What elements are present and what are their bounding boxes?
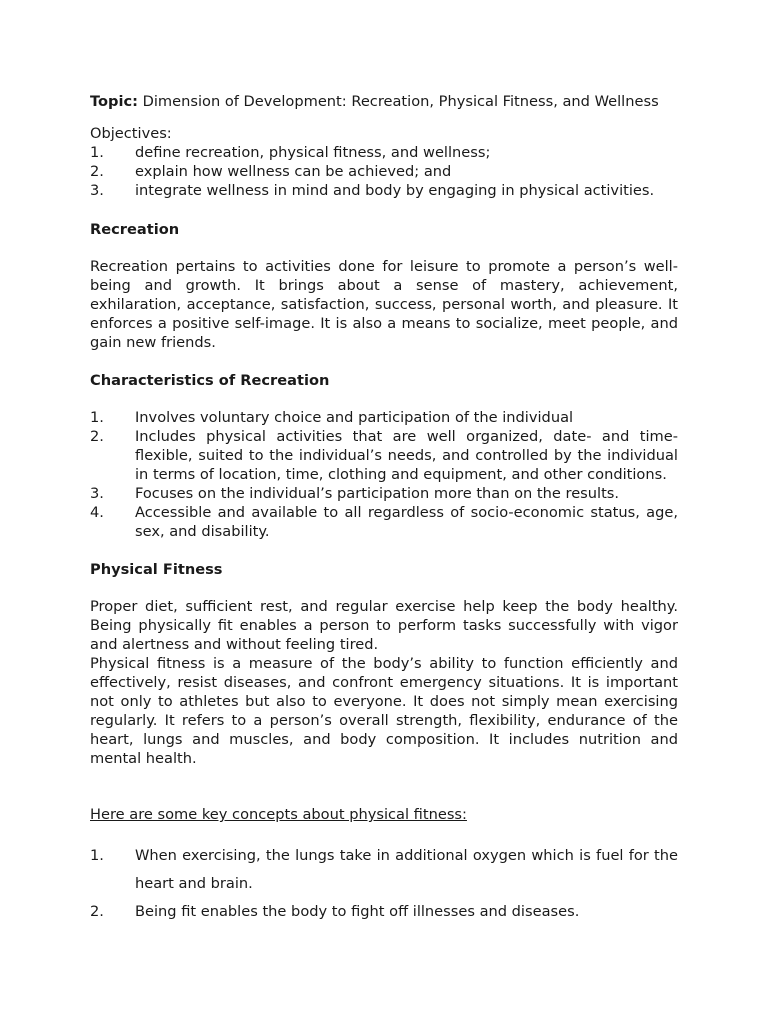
list-item: 2. Includes physical activities that are well organized, date- and time-flexible, suited to the individual’s needs, and controlled by the individual in terms of location, time, clothing and equipment, and other conditions. bbox=[90, 428, 678, 483]
list-item: 1. When exercising, the lungs take in additional oxygen which is fuel for the heart and brain. bbox=[90, 847, 678, 892]
list-item: 3. integrate wellness in mind and body by engaging in physical activities. bbox=[90, 182, 655, 199]
key-concepts-heading: Here are some key concepts about physical fitness: bbox=[90, 806, 467, 823]
list-item: 2. explain how wellness can be achieved; and bbox=[90, 163, 452, 180]
recreation-heading: Recreation bbox=[90, 221, 180, 238]
list-item: 3. Focuses on the individual’s participation more than on the results. bbox=[90, 485, 620, 502]
objectives-heading: Objectives: bbox=[90, 125, 172, 142]
list-item: 1. define recreation, physical fitness, and wellness; bbox=[90, 144, 491, 161]
list-item: 1. Involves voluntary choice and participation of the individual bbox=[90, 409, 574, 426]
physical-fitness-paragraph-2: Physical fitness is a measure of the body’s ability to function efficiently and effectively, resist diseases, and confront emergency situations. It is important not only to athletes but also to everyone. It does not simply mean exercising regularly. It refers to a person’s overall strength, flexibility, endurance of the heart, lungs and muscles, and body composition. It includes nutrition and mental health. bbox=[90, 655, 678, 767]
physical-fitness-heading: Physical Fitness bbox=[90, 561, 223, 578]
objectives-list bbox=[90, 143, 678, 200]
recreation-paragraph: Recreation pertains to activities done for leisure to promote a person’s well-being and growth. It brings about a sense of mastery, achievement, exhilaration, acceptance, satisfaction, success, personal worth, and pleasure. It enforces a positive self-image. It is also a means to socialize, meet people, and gain new friends. bbox=[90, 258, 678, 351]
topic-text: Dimension of Development: Recreation, Physical Fitness, and Wellness bbox=[137, 93, 659, 110]
physical-fitness-paragraph-1: Proper diet, sufficient rest, and regular exercise help keep the body healthy. Being physically fit enables a person to perform tasks successfully with vigor and alertness and without feeling tired. bbox=[90, 598, 678, 653]
key-concepts-list bbox=[90, 842, 678, 926]
characteristics-list bbox=[90, 408, 678, 541]
list-item: 2. Being fit enables the body to fight off illnesses and diseases. bbox=[90, 903, 580, 920]
characteristics-heading: Characteristics of Recreation bbox=[90, 372, 330, 389]
list-item: 4. Accessible and available to all regardless of socio-economic status, age, sex, and disability. bbox=[90, 504, 678, 540]
topic-line bbox=[90, 92, 678, 111]
topic-label: Topic: bbox=[90, 93, 138, 110]
